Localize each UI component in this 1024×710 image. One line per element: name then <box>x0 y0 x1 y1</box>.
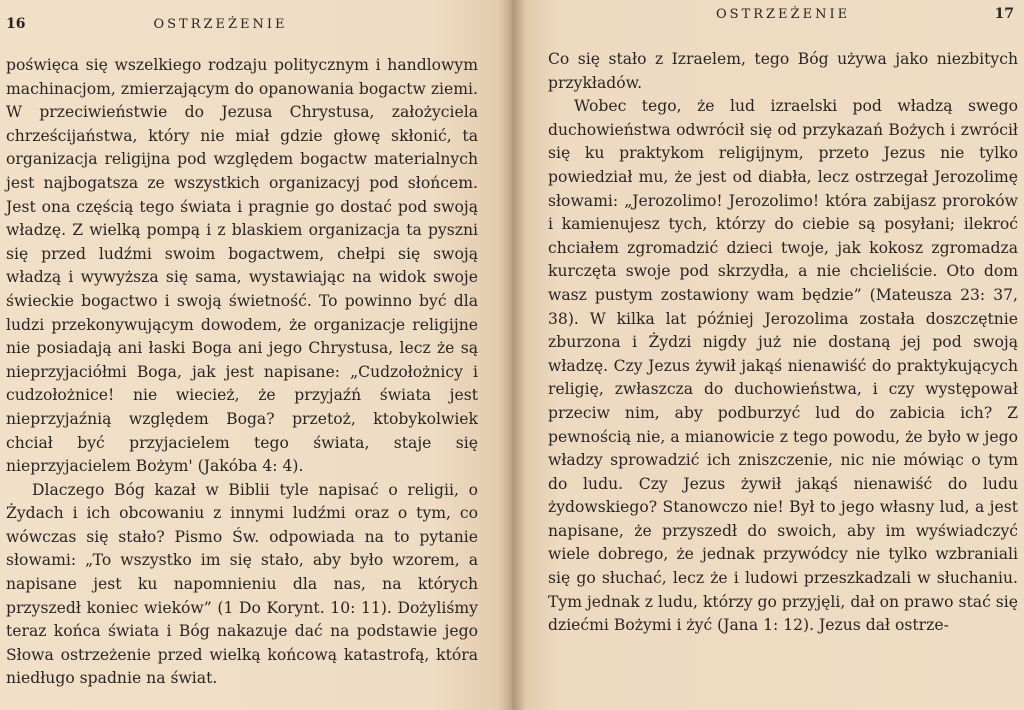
paragraph: poświęca się wszelkiego rodzaju politycznym i handlowym machinacjom, zmierzającym do opanowania bogactw ziemi. W przeciwieństwie do Jezusa Chrystusa, założyciela chrześcijaństwa, który nie miał gdzie głowę skłonić, ta organizacja religijna pod względem bogactw materialnych jest najbogatsza ze wszystkich organizacyj pod słońcem. Jest ona częścią tego świata i pragnie go dostać pod swoją władzę. Z wielką pompą i z blaskiem organizacja ta pyszni się przed ludźmi swoim bogactwem, chełpi się swoją władzą i wywyższa się sama, wystawiając na widok swoje świeckie bogactwo i swoją świetność. To powinno być dla ludzi przekonywującym dowodem, że organizacje religijne nie posiadają ani łaski Boga ani jego Chrystusa, lecz że są nieprzyjaciółmi Boga, jak jest napisane: „Cudzołożnicy i cudzołożnice! nie wiecież, że przyjaźń świata jest nieprzyjaźnią względem Boga? przetoż, ktobykolwiek chciał być przyjacielem tego świata, staje się nieprzyjacielem Bożym' (Jakóba 4: 4). <box>6 56 478 476</box>
page-number: 17 <box>994 6 1014 22</box>
running-head: OSTRZEŻENIE <box>716 7 851 22</box>
left-page-header <box>6 16 478 46</box>
paragraph: Dlaczego Bóg kazał w Biblii tyle napisać o religii, o Żydach i ich obcowaniu z innymi ludźmi oraz o tym, co wówczas się stało? Pismo Św. odpowiada na to pytanie słowami: „To wszystko im się stało, aby było wzorem, a napisane jest ku napomnieniu dla nas, na których przyszedł koniec wieków” (1 Do Korynt. 10: 11). Dożyliśmy teraz końca świata i Bóg nakazuje dać na podstawie jego Słowa ostrzeżenie przed wielką końcową katastrofą, która niedługo spadnie na świat. <box>6 480 478 688</box>
left-page-text <box>6 54 478 691</box>
right-page-header <box>548 6 1018 36</box>
page-number: 16 <box>6 16 26 32</box>
left-page <box>0 0 508 710</box>
paragraph: Co się stało z Izraelem, tego Bóg używa jako niezbitych przykładów. <box>548 50 1018 92</box>
right-page <box>508 0 1024 710</box>
running-head: OSTRZEŻENIE <box>153 17 288 32</box>
right-page-text <box>548 48 1018 638</box>
paragraph: Wobec tego, że lud izraelski pod władzą swego duchowieństwa odwrócił się od przykazań Bożych i zwrócił się ku praktykom religijnym, przeto Jezus nie tylko powiedział mu, że jest od diabła, lecz ostrzegał Jerozolimę słowami: „Jerozolimo! Jerozolimo! która zabijasz proroków i kamienujesz tych, którzy do ciebie są posyłani; ilekroć chciałem zgromadzić dzieci twoje, jak kokosz zgromadza kurczęta swoje pod skrzydła, a nie chcieliście. Oto dom wasz pustym zostawiony wam będzie” (Mateusza 23: 37, 38). W kilka lat później Jerozolima została doszczętnie zburzona i Żydzi nigdy już nie dostaną jej pod swoją władzę. Czy Jezus żywił jakąś nienawiść do praktykujących religię, zwłaszcza do duchowieństwa, i czy występował przeciw nim, aby podburzyć lud do zabicia ich? Z pewnością nie, a mianowicie z tego powodu, że było w jego władzy sprowadzić ich zniszczenie, nic nie mówiąc o tym do ludu. Czy Jezus żywił jakąś nienawiść do ludu żydowskiego? Stanowczo nie! Był to jego własny lud, a jest napisane, że przyszedł do swoich, aby im wyświadczyć wiele dobrego, że jednak przywódcy nie tylko wzbraniali się go słuchać, lecz że i ludowi przeszkadzali w słuchaniu. Tym jednak z ludu, którzy go przyjęli, dał on prawo stać się dziećmi Bożymi i żyć (Jana 1: 12). Jezus dał ostrze- <box>548 97 1018 635</box>
